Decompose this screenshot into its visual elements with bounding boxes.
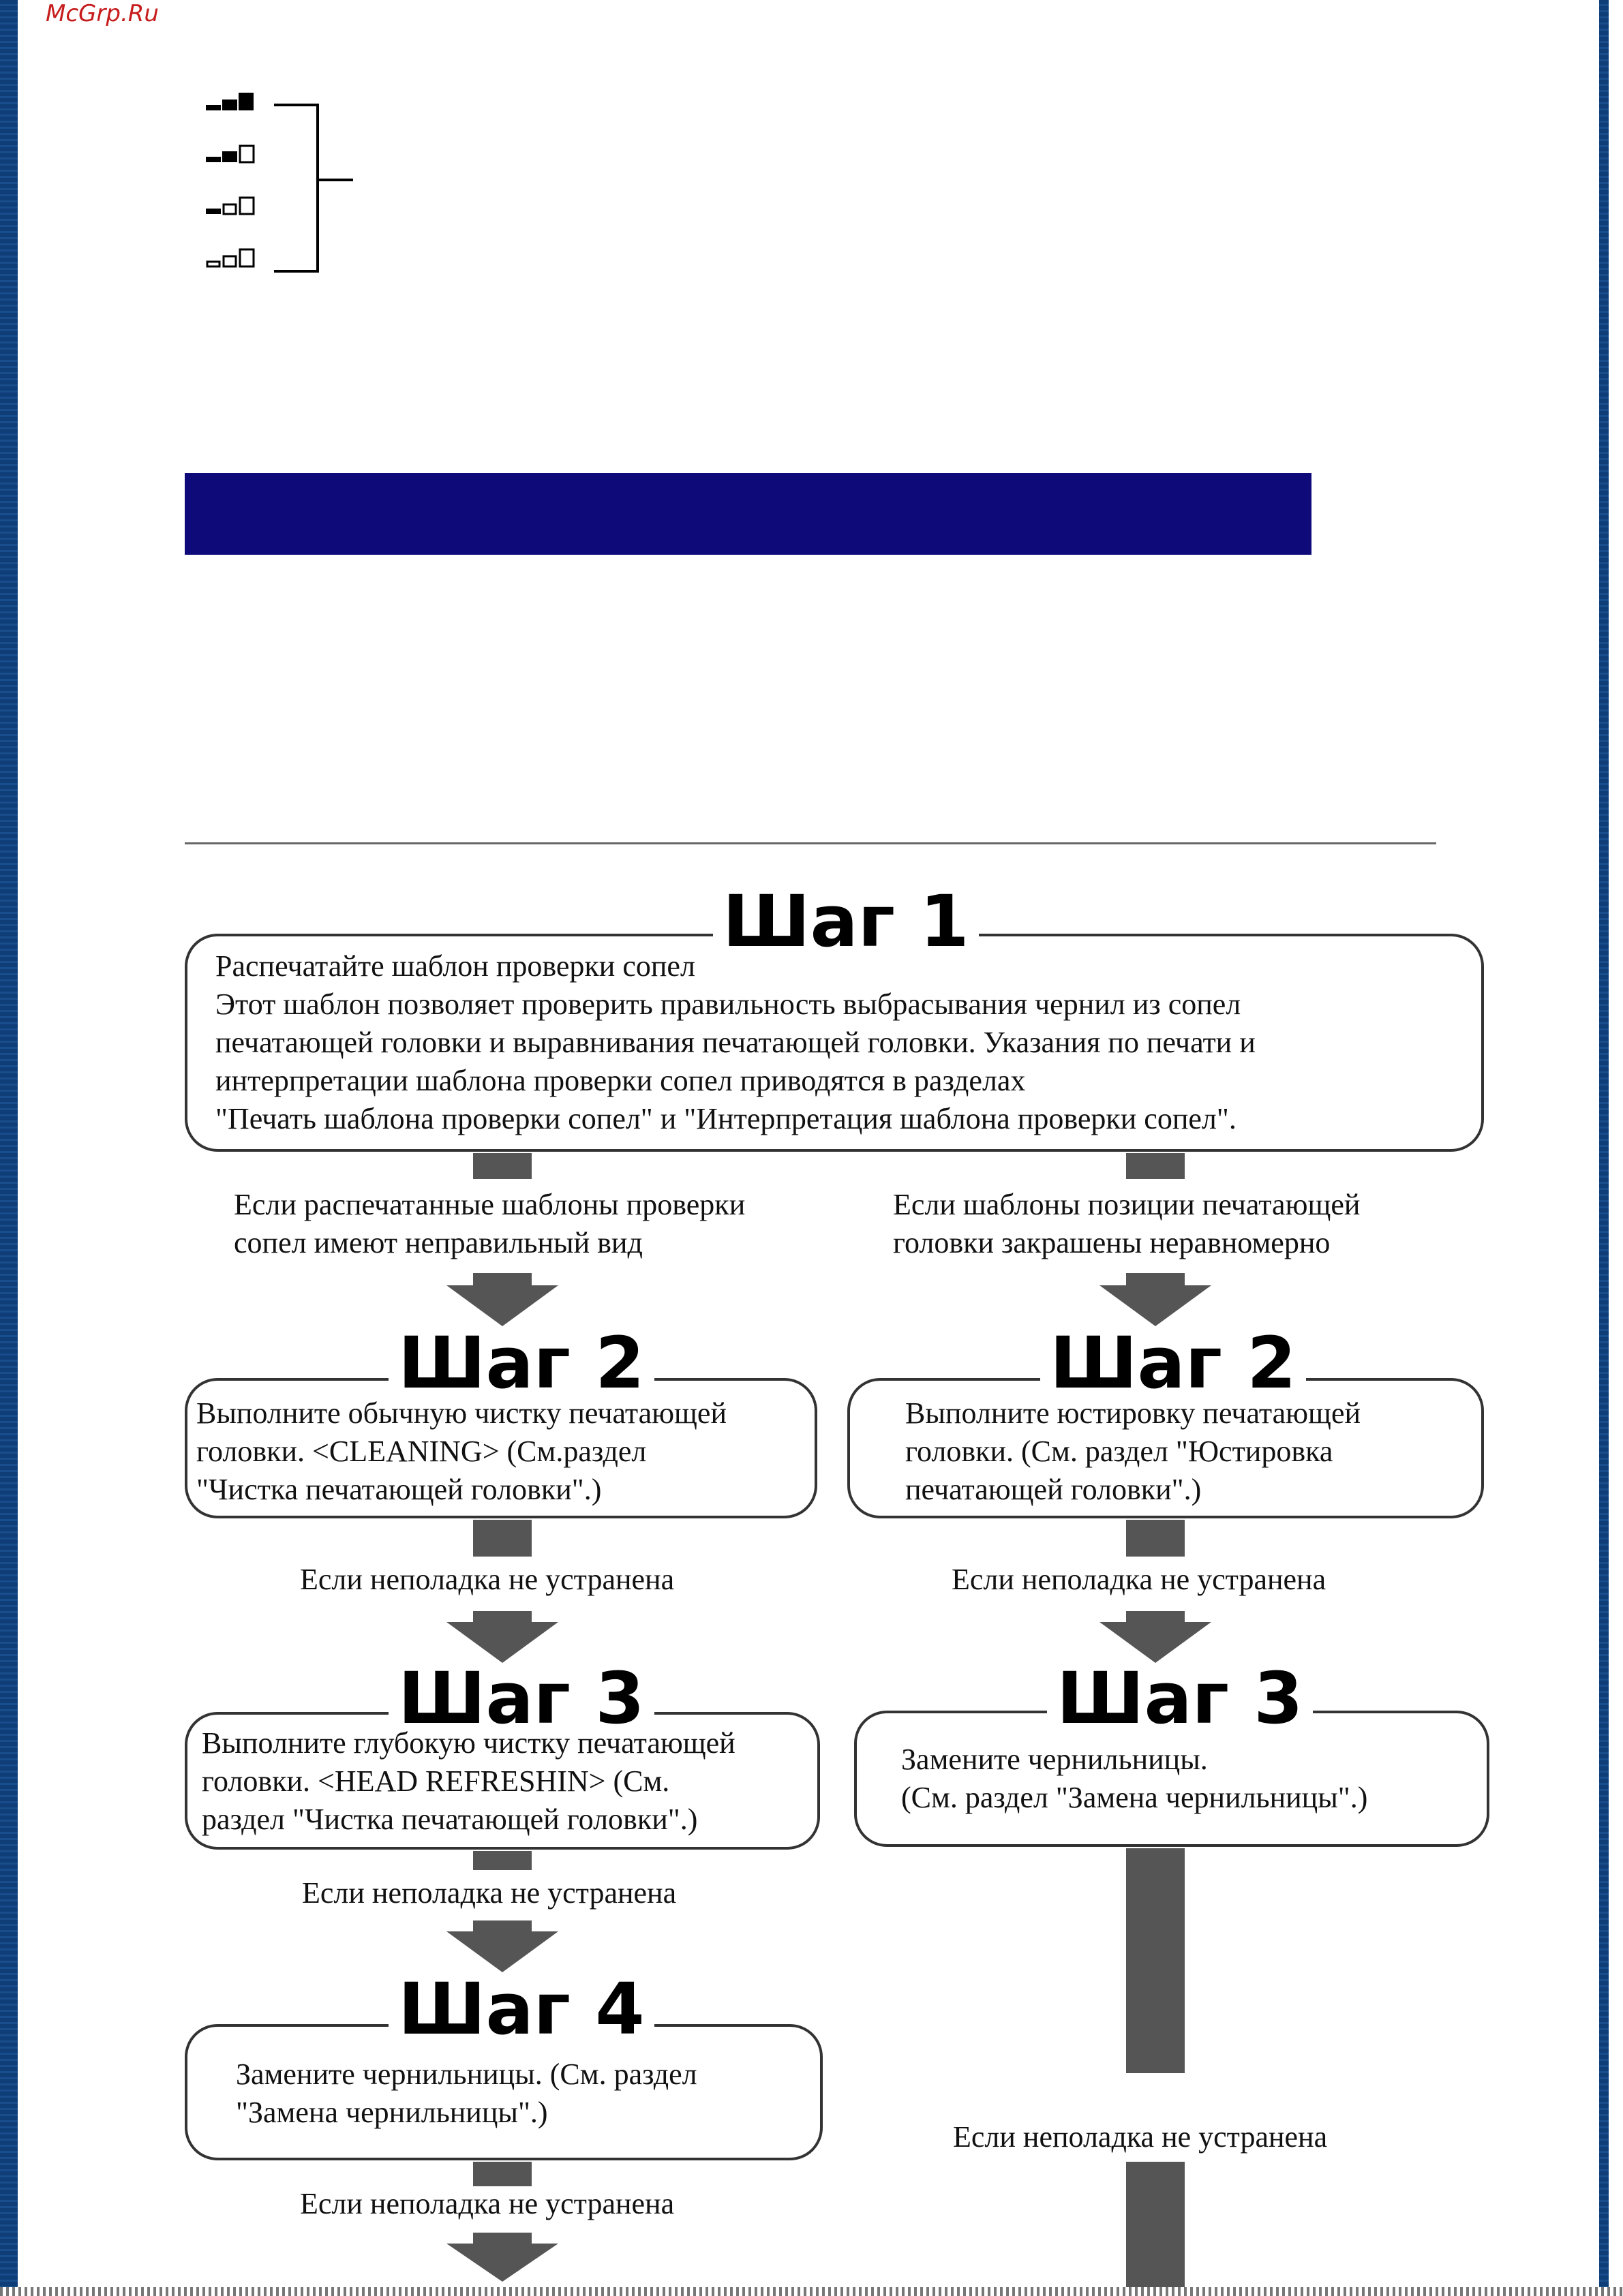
down-arrow-icon	[446, 1931, 558, 1972]
left-step4-title: Шаг 4	[389, 1974, 654, 2045]
flow-connector	[1126, 2162, 1185, 2287]
ink-level-1-icon	[206, 198, 254, 214]
right-step3-text: Замените чернильницы. (См. раздел "Замена чернильницы".)	[901, 1743, 1368, 1814]
section-banner	[185, 473, 1311, 555]
left-step3-title: Шаг 3	[389, 1663, 654, 1734]
flow-connector	[1126, 1153, 1185, 1179]
flow-arrow-stem	[1126, 1273, 1185, 1287]
flow-connector	[473, 1851, 532, 1870]
step1-text: Распечатайте шаблон проверки сопел Этот шаблон позволяет проверить правильность выбрасывания чернил из сопел печатающей головки и выравнивания печатающей головки. Указания по печати и интерпретации шаблона проверки сопел приводятся в разделах "Печать шаблона проверки сопел" и "Интерпретация шаблона проверки сопел".	[215, 949, 1256, 1135]
step1-title: Шаг 1	[713, 886, 979, 957]
ink-level-0-icon	[207, 249, 254, 266]
flow-connector	[1126, 1848, 1185, 2073]
left-branch-condition: Если распечатанные шаблоны проверки сопел имеют неправильный вид	[234, 1188, 746, 1259]
flow-connector	[1126, 1520, 1185, 1557]
right-step3-title: Шаг 3	[1047, 1663, 1313, 1734]
left-step2-result: Если неполадка не устранена	[300, 1563, 675, 1596]
left-frame-border	[0, 0, 18, 2296]
ink-level-bracket-icon	[198, 89, 375, 293]
flow-arrow-stem	[473, 1273, 532, 1287]
flow-connector	[473, 1153, 532, 1179]
right-step3-result: Если неполадка не устранена	[953, 2120, 1328, 2154]
left-step2-title: Шаг 2	[389, 1328, 654, 1398]
right-step2-title: Шаг 2	[1040, 1328, 1306, 1398]
ink-level-legend	[198, 89, 375, 293]
ink-level-2-icon	[206, 146, 254, 162]
ink-level-3-icon	[206, 93, 254, 110]
left-step4-text: Замените чернильницы. (См. раздел "Замена чернильницы".)	[236, 2057, 697, 2129]
flow-connector	[473, 2162, 532, 2186]
left-step3-result: Если неполадка не устранена	[302, 1876, 677, 1910]
down-arrow-icon	[446, 1285, 558, 1326]
down-arrow-icon	[1099, 1285, 1211, 1326]
right-branch-condition: Если шаблоны позиции печатающей головки закрашены неравномерно	[893, 1188, 1361, 1259]
down-arrow-icon	[446, 2244, 558, 2282]
flow-connector	[473, 1520, 532, 1557]
left-step3-text: Выполните глубокую чистку печатающей головки. <HEAD REFRESHIN> (См. раздел "Чистка печатающей головки".)	[202, 1726, 735, 1836]
bottom-dotted-border	[0, 2287, 1623, 2296]
right-step2-result: Если неполадка не устранена	[952, 1563, 1326, 1596]
left-step4-result: Если неполадка не устранена	[300, 2187, 675, 2220]
left-step2-text: Выполните обычную чистку печатающей головки. <CLEANING> (См.раздел "Чистка печатающей головки".)	[196, 1396, 727, 1506]
horizontal-divider	[185, 842, 1436, 844]
right-step2-text: Выполните юстировку печатающей головки. (См. раздел "Юстировка печатающей головки".)	[905, 1396, 1361, 1506]
watermark: McGrp.Ru	[46, 0, 159, 27]
right-frame-border	[1599, 0, 1609, 2296]
